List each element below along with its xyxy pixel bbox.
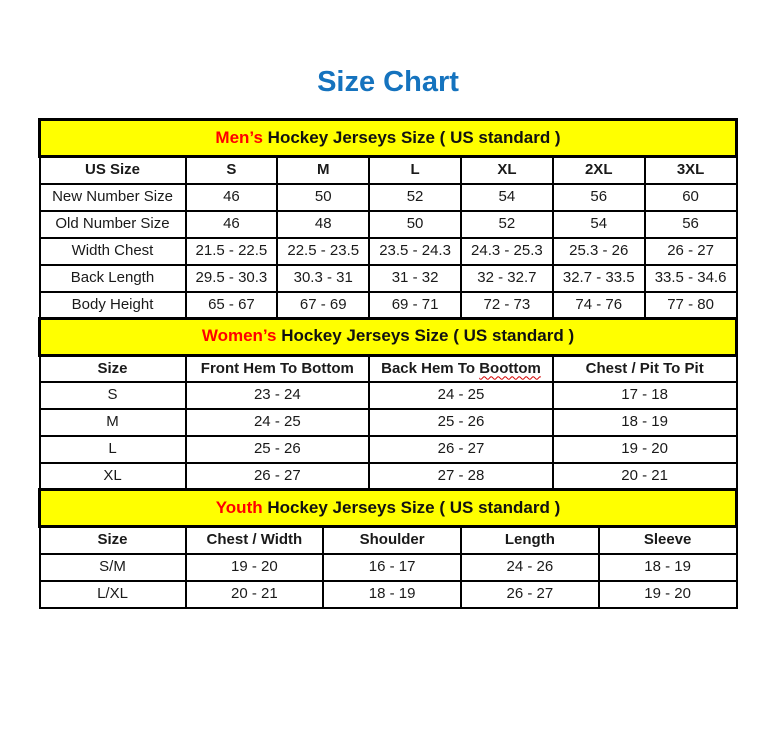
mens-row-label: Body Height: [40, 292, 186, 319]
page-title: Size Chart: [317, 66, 459, 98]
youth-value-cell: 24 - 26: [461, 554, 599, 581]
youth-value-cell: 18 - 19: [599, 554, 737, 581]
mens-value-cell: 52: [461, 211, 553, 238]
mens-value-cell: 69 - 71: [369, 292, 461, 319]
mens-section-title: [40, 120, 737, 157]
mens-col-header: XL: [461, 157, 553, 184]
mens-value-cell: 25.3 - 26: [553, 238, 645, 265]
mens-row-label: Width Chest: [40, 238, 186, 265]
womens-row-label: S: [40, 382, 186, 409]
mens-value-cell: 56: [553, 184, 645, 211]
table-row: [40, 238, 737, 265]
back-hem-misspelled-word: Boottom: [479, 359, 541, 377]
womens-value-cell: 24 - 25: [186, 409, 370, 436]
womens-value-cell: 19 - 20: [553, 436, 737, 463]
mens-value-cell: 65 - 67: [186, 292, 278, 319]
mens-value-cell: 48: [277, 211, 369, 238]
mens-value-cell: 74 - 76: [553, 292, 645, 319]
youth-value-cell: 26 - 27: [461, 581, 599, 608]
youth-section-title: [40, 490, 737, 527]
youth-title-highlight: Youth: [215, 497, 263, 517]
youth-col-header: Length: [461, 527, 599, 554]
youth-value-cell: 19 - 20: [186, 554, 324, 581]
womens-section-row: [40, 318, 737, 355]
table-row: [40, 265, 737, 292]
mens-section-row: [40, 120, 737, 157]
womens-value-cell: 24 - 25: [369, 382, 553, 409]
womens-title-text: Hockey Jerseys Size ( US standard ): [276, 326, 575, 346]
mens-value-cell: 77 - 80: [645, 292, 737, 319]
mens-value-cell: 29.5 - 30.3: [186, 265, 278, 292]
youth-col-header: Sleeve: [599, 527, 737, 554]
womens-value-cell: 26 - 27: [369, 436, 553, 463]
mens-value-cell: 24.3 - 25.3: [461, 238, 553, 265]
mens-value-cell: 26 - 27: [645, 238, 737, 265]
youth-value-cell: 19 - 20: [599, 581, 737, 608]
youth-size-table: [38, 488, 738, 609]
womens-row-label: M: [40, 409, 186, 436]
womens-column-header-row: [40, 355, 737, 382]
womens-value-cell: 26 - 27: [186, 463, 370, 490]
table-row: [40, 581, 737, 608]
mens-col-header: M: [277, 157, 369, 184]
mens-title-text: Hockey Jerseys Size ( US standard ): [262, 127, 561, 147]
mens-value-cell: 50: [369, 211, 461, 238]
mens-value-cell: 23.5 - 24.3: [369, 238, 461, 265]
table-row: [40, 463, 737, 490]
youth-column-header-row: [40, 527, 737, 554]
mens-value-cell: 67 - 69: [277, 292, 369, 319]
youth-title-text: Hockey Jerseys Size ( US standard ): [262, 497, 561, 517]
womens-value-cell: 25 - 26: [369, 409, 553, 436]
youth-value-cell: 20 - 21: [186, 581, 324, 608]
womens-value-cell: 23 - 24: [186, 382, 370, 409]
mens-value-cell: 72 - 73: [461, 292, 553, 319]
womens-col-header: Front Hem To Bottom: [186, 355, 370, 382]
mens-value-cell: 54: [461, 184, 553, 211]
mens-col-header: US Size: [40, 157, 186, 184]
table-row: [40, 554, 737, 581]
mens-value-cell: 54: [553, 211, 645, 238]
mens-value-cell: 32.7 - 33.5: [553, 265, 645, 292]
mens-value-cell: 46: [186, 211, 278, 238]
mens-value-cell: 50: [277, 184, 369, 211]
mens-col-header: L: [369, 157, 461, 184]
womens-size-table: [38, 317, 738, 492]
mens-value-cell: 31 - 32: [369, 265, 461, 292]
youth-row-label: L/XL: [40, 581, 186, 608]
mens-title-highlight: Men’s: [215, 127, 263, 147]
womens-value-cell: 25 - 26: [186, 436, 370, 463]
youth-row-label: S/M: [40, 554, 186, 581]
mens-value-cell: 56: [645, 211, 737, 238]
womens-value-cell: 17 - 18: [553, 382, 737, 409]
mens-col-header: 2XL: [553, 157, 645, 184]
womens-row-label: L: [40, 436, 186, 463]
womens-title-highlight: Women’s: [201, 326, 277, 346]
mens-value-cell: 22.5 - 23.5: [277, 238, 369, 265]
mens-value-cell: 60: [645, 184, 737, 211]
youth-col-header: Chest / Width: [186, 527, 324, 554]
table-row: [40, 409, 737, 436]
mens-column-header-row: [40, 157, 737, 184]
table-row: [40, 184, 737, 211]
mens-value-cell: 21.5 - 22.5: [186, 238, 278, 265]
womens-section-title: [40, 318, 737, 355]
table-row: [40, 211, 737, 238]
mens-value-cell: 30.3 - 31: [277, 265, 369, 292]
womens-row-label: XL: [40, 463, 186, 490]
back-hem-prefix: Back Hem To: [381, 359, 480, 377]
table-row: [40, 382, 737, 409]
womens-value-cell: 27 - 28: [369, 463, 553, 490]
womens-col-header: Size: [40, 355, 186, 382]
mens-value-cell: 33.5 - 34.6: [645, 265, 737, 292]
youth-value-cell: 16 - 17: [323, 554, 461, 581]
mens-value-cell: 46: [186, 184, 278, 211]
mens-value-cell: 32 - 32.7: [461, 265, 553, 292]
womens-value-cell: 18 - 19: [553, 409, 737, 436]
size-chart: [38, 118, 740, 609]
womens-col-header: Chest / Pit To Pit: [553, 355, 737, 382]
mens-col-header: S: [186, 157, 278, 184]
mens-size-table: [38, 118, 738, 320]
mens-row-label: New Number Size: [40, 184, 186, 211]
youth-value-cell: 18 - 19: [323, 581, 461, 608]
mens-value-cell: 52: [369, 184, 461, 211]
youth-col-header: Shoulder: [323, 527, 461, 554]
womens-col-header-back-hem: [369, 355, 553, 382]
mens-row-label: Back Length: [40, 265, 186, 292]
mens-row-label: Old Number Size: [40, 211, 186, 238]
youth-col-header: Size: [40, 527, 186, 554]
table-row: [40, 436, 737, 463]
mens-col-header: 3XL: [645, 157, 737, 184]
youth-section-row: [40, 490, 737, 527]
table-row: [40, 292, 737, 319]
womens-value-cell: 20 - 21: [553, 463, 737, 490]
